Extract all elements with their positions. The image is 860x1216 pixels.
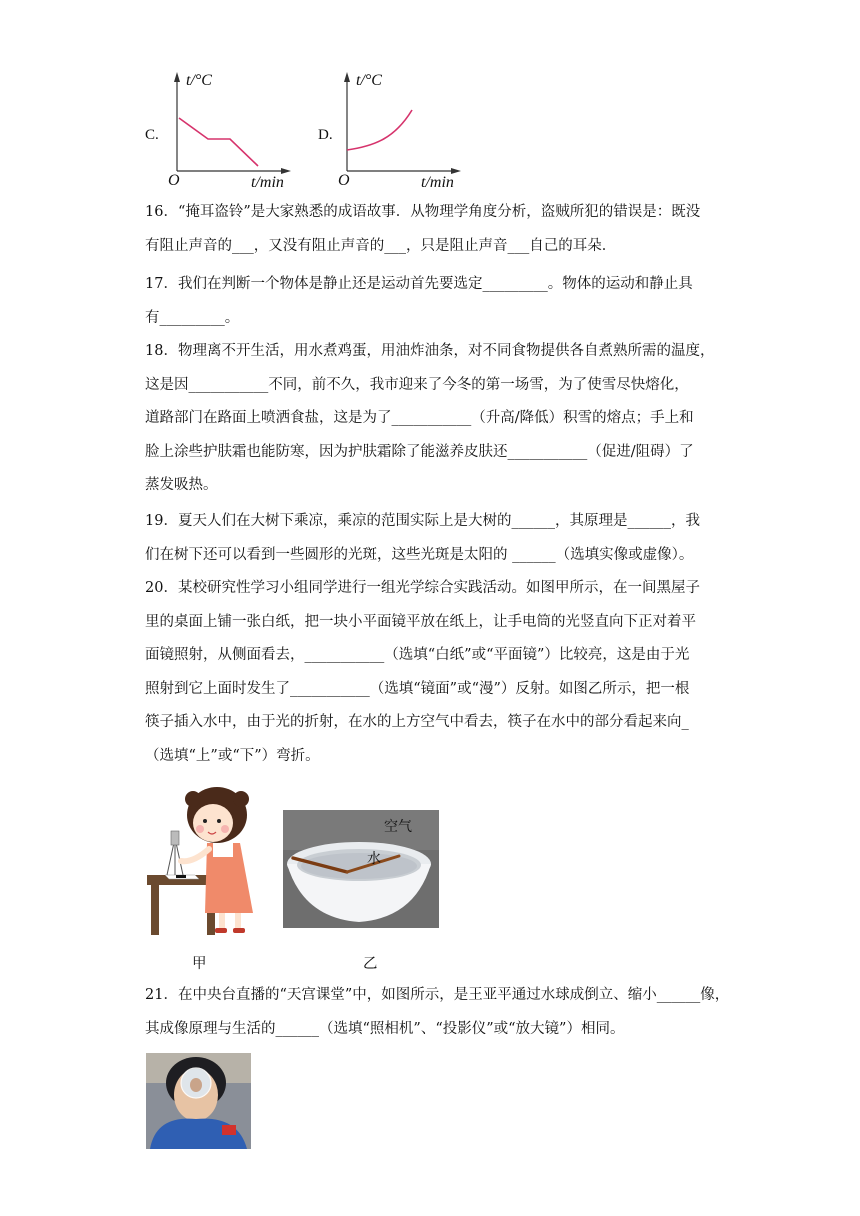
option-d-label: D. bbox=[318, 127, 333, 143]
question-20 bbox=[145, 572, 720, 774]
question-19-line: 19．夏天人们在大树下乘凉，乘凉的范围实际上是大树的______，其原理是______，我 bbox=[145, 513, 700, 529]
question-17-line: 有_________。 bbox=[145, 309, 240, 326]
question-19-line: 们在树下还可以看到一些圆形的光斑，这些光斑是太阳的 ______（选填实像或虚像）。 bbox=[145, 546, 694, 563]
figure-yi-label-water: 水 bbox=[367, 851, 381, 867]
question-18-line: 脸上涂些护肤霜也能防寒，因为护肤霜除了能滋养皮肤还___________（促进/阻碍）了 bbox=[145, 443, 694, 460]
question-16-line: 有阻止声音的___，又没有阻止声音的___，只是阻止声音___自己的耳朵． bbox=[145, 237, 617, 254]
question-17-line: 17．我们在判断一个物体是静止还是运动首先要选定_________。物体的运动和静止具 bbox=[145, 276, 693, 292]
question-20-line: （选填“上”或“下”）弯折。 bbox=[145, 747, 320, 764]
figure-yi-caption: 乙 bbox=[363, 956, 378, 972]
figure-jia-caption: 甲 bbox=[192, 956, 207, 972]
graph-c-curve bbox=[179, 118, 258, 166]
question-16-line: 16．“掩耳盗铃”是大家熟悉的成语故事．从物理学角度分析，盗贼所犯的错误是：既没 bbox=[145, 204, 701, 220]
figure-yi-photo bbox=[283, 810, 439, 928]
question-21 bbox=[145, 979, 730, 1046]
graph-d-origin: O bbox=[338, 172, 350, 189]
question-19 bbox=[145, 505, 720, 572]
figure-yi-label-air: 空气 bbox=[384, 819, 412, 835]
question-16 bbox=[145, 196, 720, 263]
option-c-label: C. bbox=[145, 127, 159, 143]
graph-c-origin: O bbox=[168, 172, 180, 189]
water-ball-photo bbox=[146, 1053, 251, 1149]
question-18-line: 道路部门在路面上喷洒食盐，这是为了___________（升高/降低）积雪的熔点；手上和 bbox=[145, 410, 694, 427]
figure-jia-illustration bbox=[145, 783, 265, 943]
question-17 bbox=[145, 268, 720, 335]
question-20-line: 面镜照射，从侧面看去，___________（选填“白纸”或“平面镜”）比较亮，这是由于光 bbox=[145, 647, 690, 664]
graph-d-curve bbox=[347, 110, 412, 150]
question-21-line: 其成像原理与生活的______（选填“照相机”、“投影仪”或“放大镜”）相同。 bbox=[145, 1020, 625, 1037]
question-18-line: 18．物理离不开生活，用水煮鸡蛋，用油炸油条，对不同食物提供各自煮熟所需的温度， bbox=[145, 343, 715, 359]
graph-c-x-label: t/min bbox=[251, 174, 284, 191]
graph-c-y-label: t/°C bbox=[186, 72, 212, 89]
question-18-line: 蒸发吸热。 bbox=[145, 477, 218, 494]
question-21-line: 21．在中央台直播的“天宫课堂”中，如图所示，是王亚平通过水球成倒立、缩小______像， bbox=[145, 987, 730, 1003]
question-20-line: 里的桌面上铺一张白纸，把一块小平面镜平放在纸上，让手电筒的光竖直向下正对着平 bbox=[145, 613, 696, 630]
question-20-line: 照射到它上面时发生了___________（选填“镜面”或“漫”）反射。如图乙所示，把一根 bbox=[145, 680, 690, 697]
graph-d-y-label: t/°C bbox=[356, 72, 382, 89]
question-20-line: 筷子插入水中，由于光的折射，在水的上方空气中看去，筷子在水中的部分看起来向_ bbox=[145, 714, 689, 731]
question-18-line: 这是因___________不同，前不久，我市迎来了今冬的第一场雪，为了使雪尽快熔化， bbox=[145, 376, 689, 393]
question-20-line: 20．某校研究性学习小组同学进行一组光学综合实践活动。如图甲所示，在一间黑屋子 bbox=[145, 580, 700, 596]
question-18 bbox=[145, 335, 720, 503]
graph-d-x-label: t/min bbox=[421, 174, 454, 191]
